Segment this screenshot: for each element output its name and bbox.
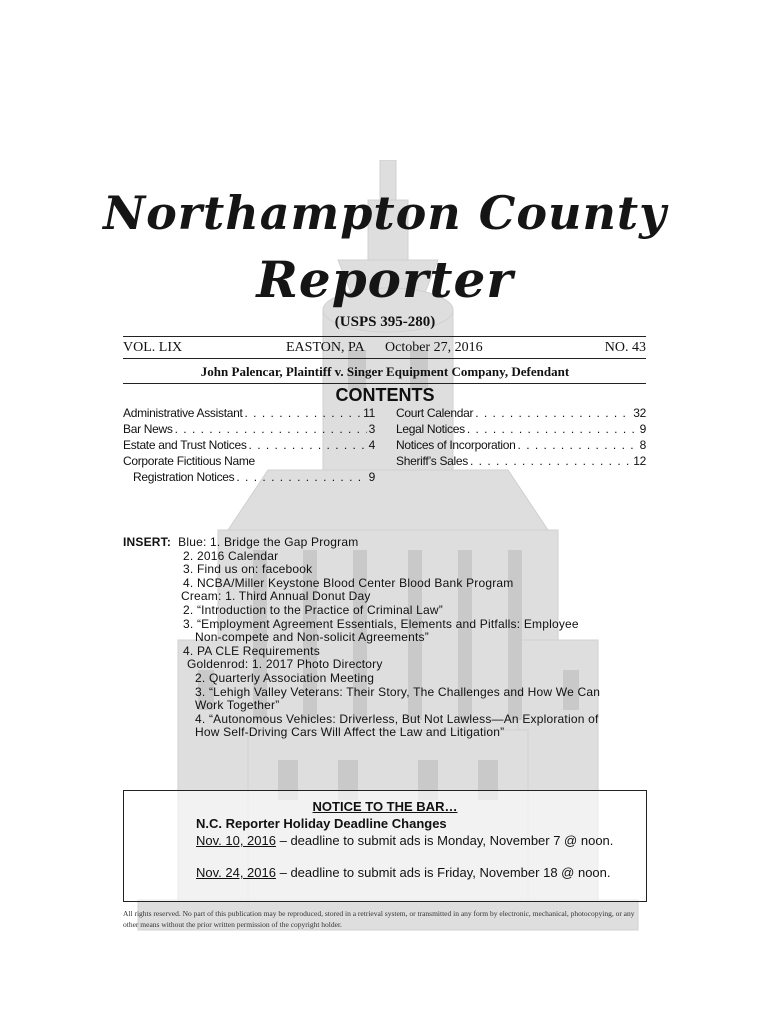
usps-number: (USPS 395-280) [334, 314, 436, 330]
notice-date: Nov. 24, 2016 [196, 865, 276, 880]
insert-line: 2. Quarterly Association Meeting [195, 670, 375, 685]
toc-left-column [123, 405, 375, 485]
insert-line: Work Together” [195, 698, 280, 713]
toc-item-page: 3 [368, 422, 375, 436]
masthead-subtitle: Reporter [256, 250, 514, 309]
toc-item-page: 8 [639, 438, 646, 452]
toc-item-label: Registration Notices [133, 470, 235, 484]
toc-leader [470, 453, 631, 469]
toc-item-page: 4 [368, 438, 375, 452]
insert-line: 3. Find us on: facebook [183, 562, 313, 577]
toc-item-page: 11 [363, 406, 375, 420]
insert-line: Cream: 1. Third Annual Donut Day [181, 589, 371, 604]
toc-right-column [396, 405, 646, 469]
issue-number: NO. 43 [604, 340, 646, 355]
case-title: John Palencar, Plaintiff v. Singer Equipment Company, Defendant [200, 364, 570, 379]
toc-item [396, 421, 646, 437]
insert-line: 3. “Employment Agreement Essentials, Elements and Pitfalls: Employee [183, 616, 579, 631]
toc-item-label: Court Calendar [396, 406, 474, 420]
insert-line: 4. “Autonomous Vehicles: Driverless, But Not Lawless—An Exploration of [195, 711, 599, 726]
toc-item-page: 9 [368, 470, 375, 484]
insert-line: 3. “Lehigh Valley Veterans: Their Story, The Challenges and How We Can [195, 684, 601, 699]
notice-item [196, 833, 646, 849]
insert-line: 2. “Introduction to the Practice of Criminal Law” [183, 602, 443, 617]
insert-line: Goldenrod: 1. 2017 Photo Directory [187, 657, 383, 672]
insert-line: 4. NCBA/Miller Keystone Blood Center Blood Bank Program [183, 575, 514, 590]
toc-leader [175, 421, 367, 437]
divider [123, 358, 646, 359]
toc-item [396, 405, 646, 421]
copyright-footer: All rights reserved. No part of this publication may be reproduced, stored in a retrieval system, or transmitted in any form by electronic, mechanical, photocopying, or any other means without the prior written permission of the copyright holder. [123, 909, 635, 929]
toc-item [123, 453, 375, 469]
toc-item-label: Sheriff’s Sales [396, 454, 468, 468]
volume-label: VOL. LIX [123, 340, 183, 355]
notice-date: Nov. 10, 2016 [196, 833, 276, 848]
insert-item: Blue: 1. Bridge the Gap Program [178, 535, 359, 549]
notice-text: – deadline to submit ads is Friday, November 18 @ noon. [275, 865, 611, 880]
insert-line: 4. PA CLE Requirements [183, 643, 320, 658]
toc-item-label: Administrative Assistant [123, 406, 243, 420]
date-label: October 27, 2016 [385, 340, 483, 355]
insert-line [123, 536, 643, 550]
toc-item-page: 12 [633, 454, 646, 468]
place-label: EASTON, PA [286, 340, 365, 355]
insert-line: How Self-Driving Cars Will Affect the Law and Litigation” [195, 725, 505, 740]
toc-leader [467, 421, 638, 437]
toc-item-label: Estate and Trust Notices [123, 438, 247, 452]
notice-item [196, 865, 611, 880]
insert-line: 2. 2016 Calendar [183, 548, 279, 563]
toc-item-page: 32 [633, 406, 646, 420]
toc-leader [245, 405, 362, 421]
toc-item [396, 437, 646, 453]
notice-title: NOTICE TO THE BAR… [312, 799, 458, 814]
toc-leader [518, 437, 638, 453]
insert-line: Non-compete and Non-solicit Agreements” [195, 630, 429, 645]
insert-label: INSERT: [123, 535, 172, 549]
toc-leader [475, 405, 631, 421]
toc-item [396, 453, 646, 469]
notice-box [123, 790, 647, 902]
notice-text: – deadline to submit ads is Monday, November 7 @ noon. [275, 833, 614, 848]
toc-item [123, 421, 375, 437]
toc-item [123, 469, 375, 485]
notice-subtitle: N.C. Reporter Holiday Deadline Changes [196, 816, 447, 831]
toc-item-label: Notices of Incorporation [396, 438, 516, 452]
toc-item-label: Corporate Fictitious Name [123, 454, 255, 468]
masthead-title: Northampton County [103, 186, 667, 240]
toc-item-label: Bar News [123, 422, 173, 436]
contents-heading: CONTENTS [335, 385, 435, 405]
toc-item [123, 437, 375, 453]
insert-list [123, 536, 643, 740]
toc-leader [249, 437, 367, 453]
divider [123, 383, 646, 384]
divider [123, 336, 646, 337]
toc-leader [236, 469, 366, 485]
toc-item-label: Legal Notices [396, 422, 465, 436]
toc-item-page: 9 [639, 422, 646, 436]
toc-item [123, 405, 375, 421]
